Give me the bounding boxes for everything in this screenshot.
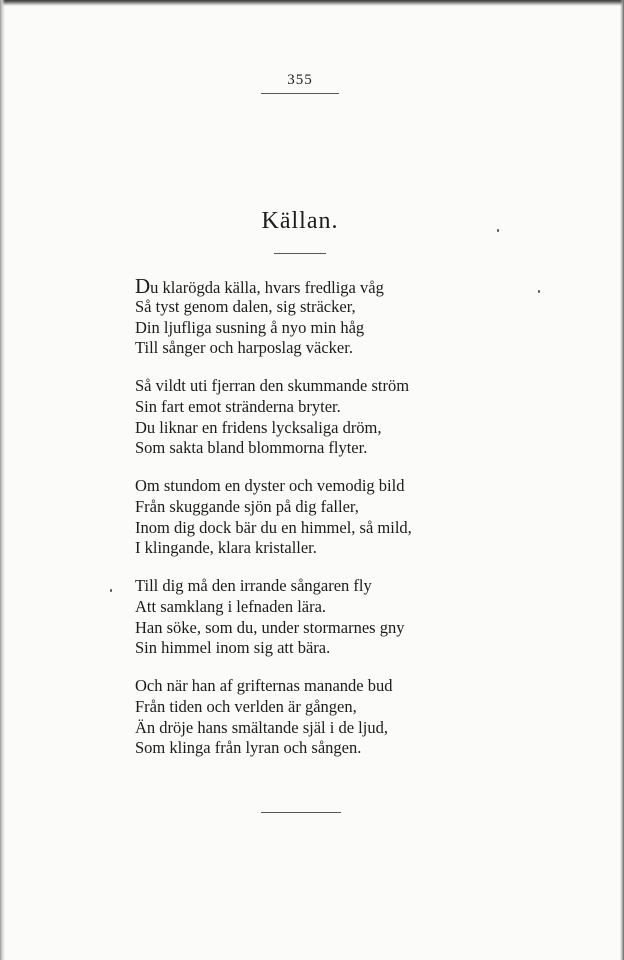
- verse-line: Till sånger och harposlag väcker.: [135, 338, 353, 358]
- initial-letter: D: [135, 274, 151, 298]
- verse-line: Från skuggande sjön på dig faller,: [135, 496, 359, 516]
- verse-line: Så vildt uti fjerran den skummande ström: [135, 376, 410, 395]
- end-rule: [261, 812, 341, 813]
- verse-line-rest: u klarögda källa, hvars fredliga våg: [150, 278, 384, 297]
- poem-body: [135, 276, 495, 776]
- verse-line: Som sakta bland blommorna flyter.: [135, 438, 368, 458]
- header-rule: [261, 93, 339, 94]
- verse-line: [135, 276, 495, 297]
- page-top-edge: [0, 0, 624, 6]
- verse-line: Han söke, som du, under stormarnes gny: [135, 617, 405, 637]
- page-right-edge: [620, 0, 624, 960]
- title-rule: [274, 253, 326, 254]
- stanza-2: [135, 376, 495, 476]
- verse-line: Som klinga från lyran och sången.: [135, 738, 362, 758]
- ink-speck: [538, 290, 540, 293]
- stanza-4: [135, 576, 495, 676]
- verse-line: Om stundom en dyster och vemodig bild: [135, 476, 405, 495]
- verse-line: Än dröje hans smältande själ i de ljud,: [135, 717, 388, 737]
- verse-line: Du liknar en fridens lycksaliga dröm,: [135, 417, 382, 437]
- stanza-5: [135, 676, 495, 776]
- verse-line: Och när han af grifternas manande bud: [135, 676, 393, 695]
- page-left-edge: [0, 0, 5, 960]
- poem-title: Källan.: [261, 208, 339, 234]
- stanza-3: [135, 476, 495, 576]
- ink-speck: [497, 229, 499, 232]
- stanza-1: [135, 276, 495, 376]
- verse-line: Att samklang i lefnaden lära.: [135, 596, 327, 616]
- verse-line: I klingande, klara kristaller.: [135, 538, 317, 558]
- verse-line: Så tyst genom dalen, sig sträcker,: [135, 296, 356, 316]
- verse-line: Sin fart emot stränderna bryter.: [135, 396, 341, 416]
- verse-line: Din ljufliga susning å nyo min håg: [135, 317, 365, 337]
- ink-speck: [110, 589, 112, 592]
- verse-line: Till dig må den irrande sångaren fly: [135, 576, 372, 595]
- page-number: 355: [287, 72, 313, 88]
- verse-line: Sin himmel inom sig att bära.: [135, 638, 331, 658]
- verse-line: Inom dig dock bär du en himmel, så mild,: [135, 517, 412, 537]
- verse-line: Från tiden och verlden är gången,: [135, 696, 357, 716]
